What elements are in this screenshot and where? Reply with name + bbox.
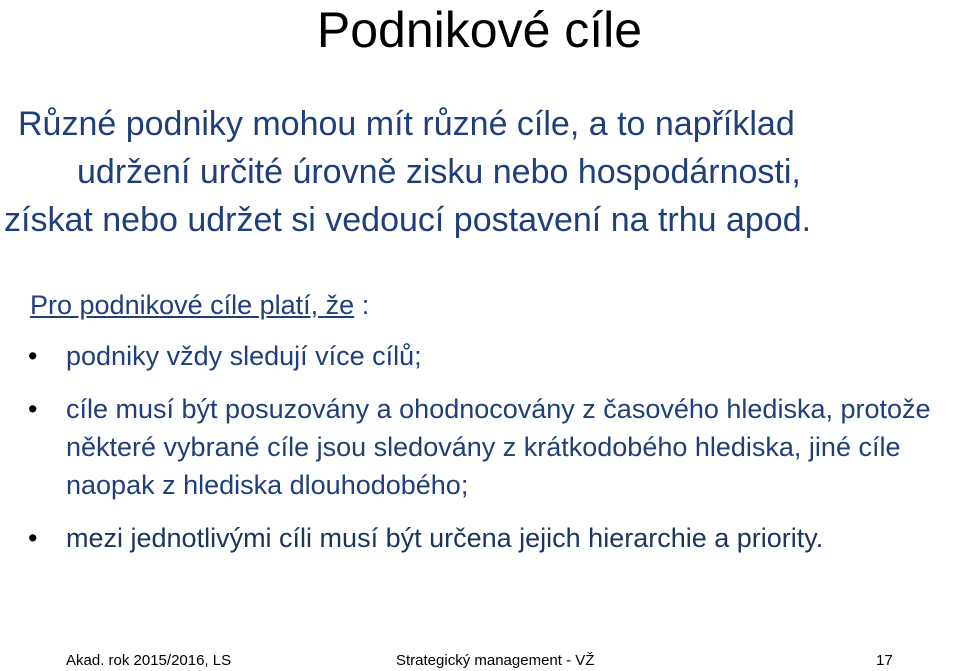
intro-line-2: udržení určité úrovně zisku nebo hospodárnosti, bbox=[77, 153, 801, 191]
lead-underlined-word: že bbox=[325, 290, 355, 320]
bullet-dot-icon: • bbox=[28, 523, 38, 553]
bullet-dot-icon: • bbox=[28, 341, 38, 371]
bullet-dot-icon: • bbox=[28, 394, 38, 424]
bullet-text: podniky vždy sledují více cílů; bbox=[66, 341, 422, 371]
intro-line-3: získat nebo udržet si vedoucí postavení na trhu apod. bbox=[4, 201, 812, 239]
intro-paragraph bbox=[4, 100, 959, 244]
bullet-item bbox=[28, 337, 948, 375]
lead-underlined-part: Pro podnikové cíle platí, bbox=[30, 290, 326, 320]
lead-statement bbox=[30, 287, 369, 323]
intro-line-1: Různé podniky mohou mít různé cíle, a to například bbox=[18, 105, 795, 143]
lead-colon: : bbox=[354, 290, 370, 320]
bullet-item bbox=[28, 519, 948, 557]
slide-title: Podnikové cíle bbox=[316, 2, 643, 58]
bullet-item bbox=[28, 390, 948, 504]
bullet-text: mezi jednotlivými cíli musí být určena jejich hierarchie a priority. bbox=[66, 523, 824, 553]
slide-footer bbox=[0, 651, 959, 671]
footer-subject: Strategický management - VŽ bbox=[396, 652, 595, 669]
footer-course-year: Akad. rok 2015/2016, LS bbox=[66, 652, 232, 669]
footer-page-number: 17 bbox=[876, 652, 893, 669]
bullet-text: cíle musí být posuzovány a ohodnocovány z časového hlediska, protože některé vybrané cíle jsou sledovány z krátkodobého hlediska, jiné cíle naopak z hlediska dlouhodobého; bbox=[66, 394, 931, 500]
bullet-list bbox=[28, 337, 948, 572]
